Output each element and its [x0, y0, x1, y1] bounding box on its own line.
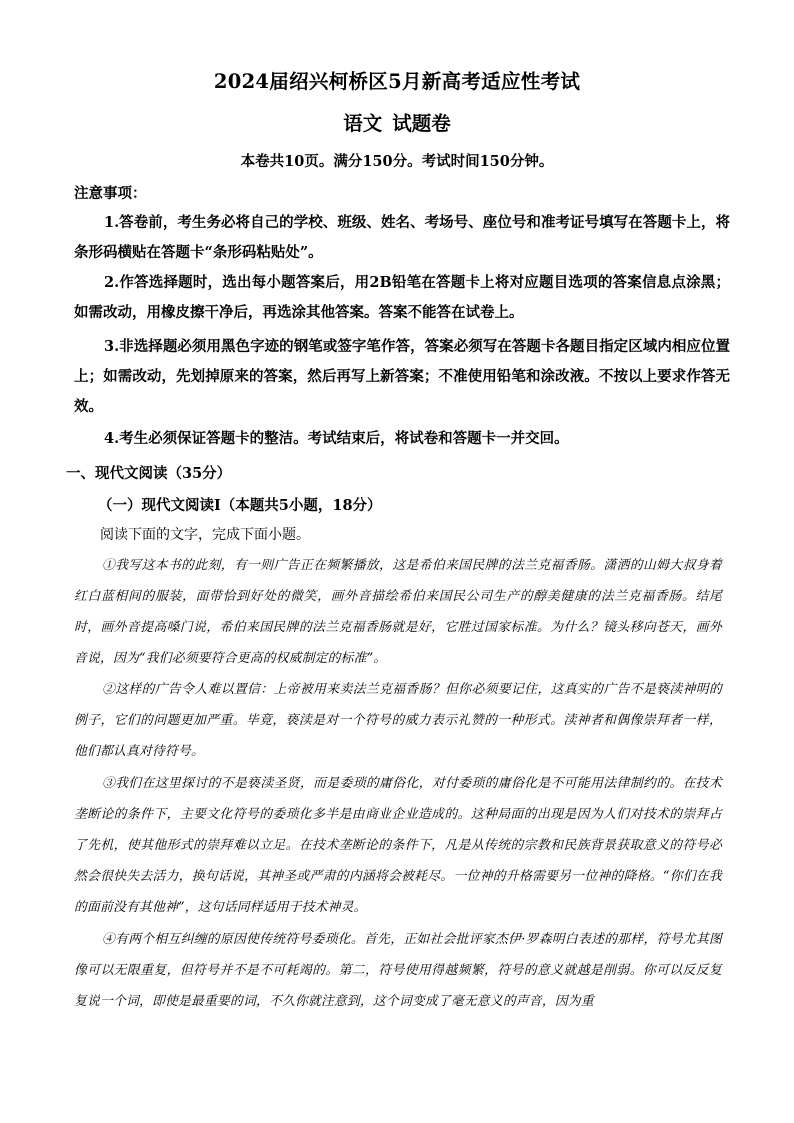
passage-paragraph-1: ①我写这本书的此刻，有一则广告正在频繁播放，这是希伯来国民牌的法兰克福香肠。潇洒的山姆大叔身着红白蓝相间的服装，面带恰到好处的微笑，画外音描绘希伯来国民公司生产的醇美健康的法兰克福香肠。结尾时，画外音提高嗓门说，希伯来国民牌的法兰克福香肠就是好，它胜过国家标准。为什么？镜头移向苍天，画外音说，因为“我们必须要符合更高的权威制定的标准”。	[74, 558, 722, 666]
note-item-4: 4.考生必须保证答题卡的整洁。考试结束后，将试卷和答题卡一并交回。	[104, 430, 569, 447]
subject-label: 语文	[343, 112, 383, 135]
note-item-1: 1.答卷前，考生务必将自己的学校、班级、姓名、考场号、座位号和准考证号填写在答题卡上，将条形码横贴在答题卡“条形码粘贴处”。	[74, 214, 730, 261]
section-heading: 一、现代文阅读（35分）	[66, 465, 232, 482]
notes-heading: 注意事项：	[74, 185, 147, 202]
note-item-3: 3.非选择题必须用黑色字迹的钢笔或签字笔作答，答案必须写在答题卡各题目指定区域内相应位置上；如需改动，先划掉原来的答案，然后再写上新答案；不准使用铅笔和涂改液。不按以上要求作答无效。	[74, 338, 730, 415]
paper-label: 试题卷	[392, 112, 451, 135]
passage-paragraph-3: ③我们在这里探讨的不是亵渎圣贤，而是委琐的庸俗化，对付委琐的庸俗化是不可能用法律制约的。在技术垄断论的条件下，主要文化符号的委琐化多半是由商业企业造成的。这种局面的出现是因为人们对技术的崇拜占了先机，使其他形式的崇拜难以立足。在技术垄断论的条件下，凡是从传统的宗教和民族背景获取意义的符号必然会很快失去活力，换句话说，其神圣或严肃的内涵将会被耗尽。一位神的升格需要另一位神的降格。“你们在我的面前没有其他神”，这句话同样适用于技术神灵。	[74, 776, 722, 915]
exam-title: 2024届绍兴柯桥区5月新高考适应性考试	[213, 70, 581, 93]
reading-instruction: 阅读下面的文字，完成下面小题。	[100, 527, 310, 543]
exam-info: 本卷共10页。满分150分。考试时间150分钟。	[240, 153, 554, 170]
passage-paragraph-4: ④有两个相互纠缠的原因使传统符号委琐化。首先，正如社会批评家杰伊·罗森明白表述的那样，符号尤其图像可以无限重复，但符号并不是不可耗竭的。第二，符号使用得越频繁，符号的意义就越是削弱。你可以反反复复说一个词，即使是最重要的词，不久你就注意到，这个词变成了毫无意义的声音，因为重	[74, 932, 722, 1009]
note-item-2: 2.作答选择题时，选出每小题答案后，用2B铅笔在答题卡上将对应题目选项的答案信息点涂黑；如需改动，用橡皮擦干净后，再选涂其他答案。答案不能答在试卷上。	[74, 274, 730, 321]
subsection-heading: （一）现代文阅读Ⅰ（本题共5小题，18分）	[98, 497, 382, 514]
passage-paragraph-2: ②这样的广告令人难以置信：上帝被用来卖法兰克福香肠？但你必须要记住，这真实的广告不是亵渎神明的例子，它们的问题更加严重。毕竟，亵渎是对一个符号的威力表示礼赞的一种形式。渎神者和偶像崇拜者一样，他们都认真对待符号。	[74, 682, 722, 759]
paper-subtitle	[0, 108, 794, 136]
